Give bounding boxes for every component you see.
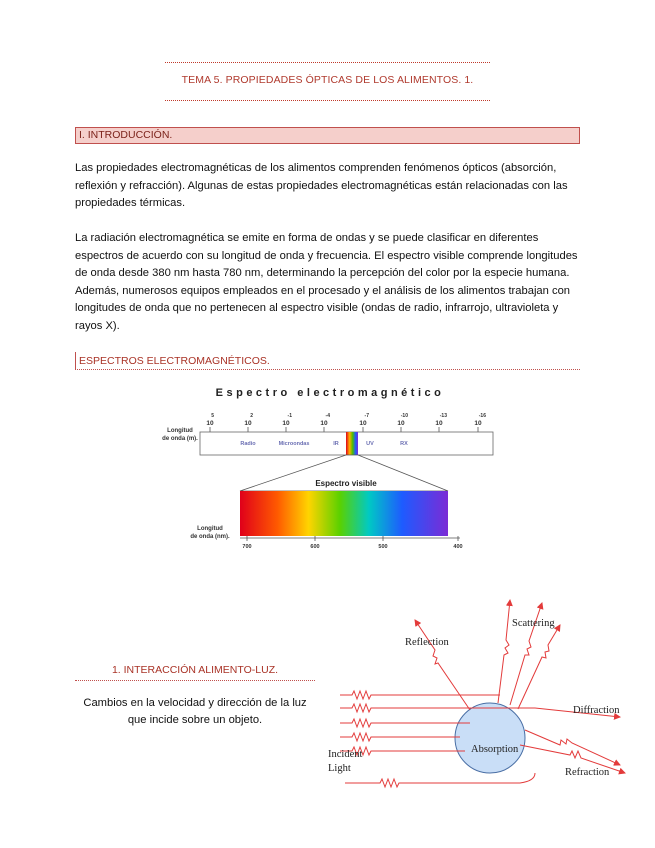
label-incident-line2: Light bbox=[328, 763, 351, 774]
bottom-axis-label-line2: de onda (nm). bbox=[190, 534, 230, 540]
top-ticks bbox=[206, 413, 486, 427]
label-diffraction: Diffraction bbox=[573, 705, 620, 716]
svg-text:10: 10 bbox=[206, 420, 214, 427]
band-uv: UV bbox=[366, 441, 374, 447]
tick-1e-7 bbox=[359, 413, 369, 427]
label-incident-line1: Incident bbox=[328, 749, 363, 760]
svg-text:10: 10 bbox=[282, 420, 290, 427]
svg-text:-10: -10 bbox=[400, 413, 408, 419]
tick-1e-13 bbox=[435, 413, 447, 427]
svg-text:-16: -16 bbox=[478, 413, 486, 419]
section-heading-introduction: I. INTRODUCCIÓN. bbox=[75, 127, 580, 144]
visible-spectrum-title: Espectro visible bbox=[315, 479, 377, 488]
reflection-ray bbox=[415, 620, 470, 710]
section-heading-underline bbox=[75, 680, 315, 681]
diffraction-ray bbox=[525, 730, 620, 765]
tick-1e2 bbox=[244, 413, 253, 427]
label-scattering: Scattering bbox=[512, 618, 555, 629]
top-tick-marks bbox=[210, 427, 478, 432]
visible-spectrum-gradient bbox=[240, 491, 448, 536]
tick-600: 600 bbox=[310, 544, 320, 550]
svg-text:10: 10 bbox=[320, 420, 328, 427]
svg-text:-4: -4 bbox=[325, 413, 330, 419]
incident-ray-1 bbox=[340, 691, 500, 699]
svg-text:-7: -7 bbox=[364, 413, 369, 419]
tick-1e-16 bbox=[474, 413, 486, 427]
section-heading-interaction: 1. INTERACCIÓN ALIMENTO-LUZ. bbox=[111, 664, 279, 676]
page-title: TEMA 5. PROPIEDADES ÓPTICAS DE LOS ALIMENTOS. 1. bbox=[181, 74, 474, 86]
light-interaction-diagram bbox=[320, 585, 635, 800]
svg-text:10: 10 bbox=[435, 420, 443, 427]
svg-text:10: 10 bbox=[244, 420, 252, 427]
interaction-description: Cambios en la velocidad y dirección de la luz que incide sobre un objeto. bbox=[83, 697, 307, 726]
tick-1e-1 bbox=[282, 413, 292, 427]
top-axis-label-line1: Longitud bbox=[167, 428, 193, 434]
svg-text:10: 10 bbox=[474, 420, 482, 427]
band-radio: Radio bbox=[240, 441, 256, 447]
subsection-heading-spectra: ESPECTROS ELECTROMAGNÉTICOS. bbox=[75, 352, 580, 370]
incident-ray-3 bbox=[340, 719, 470, 727]
tick-400: 400 bbox=[453, 544, 463, 550]
bottom-tick-marks bbox=[247, 536, 458, 541]
svg-text:5: 5 bbox=[211, 413, 214, 419]
tick-1e-4 bbox=[320, 413, 330, 427]
svg-text:10: 10 bbox=[397, 420, 405, 427]
visible-strip bbox=[346, 432, 358, 455]
label-refraction: Refraction bbox=[565, 767, 610, 778]
svg-text:2: 2 bbox=[250, 413, 253, 419]
spectrum-title: Espectro electromagnético bbox=[215, 387, 445, 399]
incident-ray-4 bbox=[340, 733, 460, 741]
tick-1e5 bbox=[206, 413, 214, 427]
band-ir: IR bbox=[333, 441, 339, 447]
header-rule-top bbox=[165, 62, 490, 63]
bottom-axis-label-line1: Longitud bbox=[197, 526, 223, 532]
intro-paragraph-2: La radiación electromagnética se emite en forma de ondas y se puede clasificar en diferentes espectros de acuerdo con su longitud de onda y frecuencia. El espectro visible comprende longitudes de onda desde 380 nm hasta 780 nm, determinando la percepción del color por la especie humana. Además, numerosos equipos empleados en el procesado y el análisis de los alimentos trabajan con longitudes de onda que no pertenecen al espectro visible (ondas de radio, infrarrojo, ultravioleta y rayos X). bbox=[75, 232, 578, 332]
electromagnetic-spectrum-figure bbox=[150, 380, 510, 560]
food-sphere bbox=[455, 703, 525, 773]
tick-500: 500 bbox=[378, 544, 388, 550]
band-rx: RX bbox=[400, 441, 408, 447]
top-axis-label-line2: de onda (m). bbox=[162, 436, 198, 442]
svg-text:-13: -13 bbox=[439, 413, 447, 419]
header-rule-bottom bbox=[165, 100, 490, 101]
intro-paragraph-1: Las propiedades electromagnéticas de los alimentos comprenden fenómenos ópticos (absorción, reflexión y refracción). Algunas de estas propiedades electromagnéticas están relacionadas con las propiedades térmicas. bbox=[75, 162, 568, 209]
label-reflection: Reflection bbox=[405, 637, 449, 648]
tick-1e-10 bbox=[397, 413, 408, 427]
bottom-wave bbox=[345, 773, 535, 787]
tick-700: 700 bbox=[242, 544, 252, 550]
svg-text:10: 10 bbox=[359, 420, 367, 427]
svg-text:-1: -1 bbox=[287, 413, 292, 419]
scattering-ray-1 bbox=[498, 600, 510, 703]
scattering-ray-3 bbox=[518, 625, 560, 709]
band-microondas: Microondas bbox=[278, 441, 310, 447]
label-absorption: Absorption bbox=[471, 744, 519, 755]
